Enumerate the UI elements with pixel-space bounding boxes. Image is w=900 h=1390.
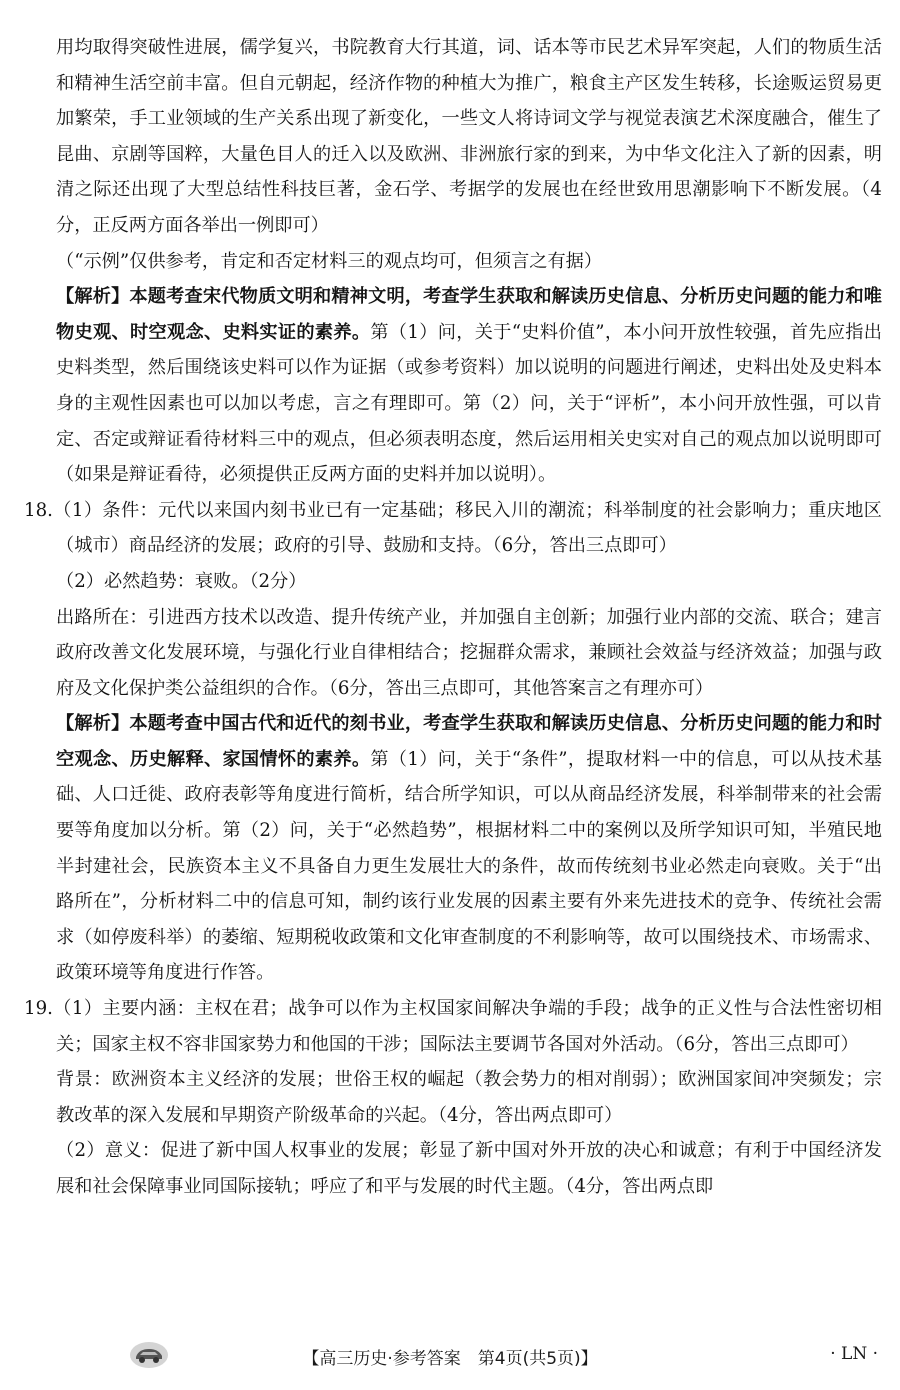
paragraph-text: 第（1）问，关于“史料价值”，本小问开放性较强，首先应指出史料类型，然后围绕该史料可以作为证据（或参考资料）加以说明的问题进行阐述，史料出处及史料本身的主观性因素也可以加以考虑，言之有理即可。第（2）问，关于“评析”，本小问开放性强，可以肯定、否定或辩证看待材料三中的观点，但必须表明态度，然后运用相关史实对自己的观点加以说明即可（如果是辩证看待，必须提供正反两方面的史料并加以说明）。 [56, 321, 882, 486]
paragraph-text: 用均取得突破性进展，儒学复兴，书院教育大行其道，词、话本等市民艺术异军突起，人们的物质生活和精神生活空前丰富。但自元朝起，经济作物的种植大为推广，粮食主产区发生转移，长途贩运贸易更加繁荣，手工业领域的生产关系出现了新变化，一些文人将诗词文学与视觉表演艺术深度融合，催生了昆曲、京剧等国粹，大量色目人的迁入以及欧洲、非洲旅行家的到来，为中华文化注入了新的因素，明清之际还出现了大型总结性科技巨著，金石学、考据学的发展也在经世致用思潮影响下不断发展。（4分，正反两方面各举出一例即可） [56, 37, 882, 236]
paragraph-text: 第（1）问，关于“条件”，提取材料一中的信息，可以从技术基础、人口迁徙、政府表彰等角度进行简析，结合所学知识，可以从商品经济发展，科举制带来的社会需要等角度加以分析。第（2）问，关于“必然趋势”，根据材料二中的案例以及所学知识可知，半殖民地半封建社会，民族资本主义不具备自力更生发展壮大的条件，故而传统刻书业必然走向衰败。关于“出路所在”，分析材料二中的信息可知，制约该行业发展的因素主要有外来先进技术的竞争、传统社会需求（如停废科举）的萎缩、短期税收政策和文化审查制度的不利影响等，故可以围绕技术、市场需求、政策环境等角度进行作答。 [56, 748, 882, 984]
paragraph-q18-part2 [24, 564, 882, 600]
paragraph-example-note [24, 244, 882, 280]
paragraph-q18-analysis [24, 706, 882, 991]
paragraph-text: 背景：欧洲资本主义经济的发展；世俗王权的崛起（教会势力的相对削弱）；欧洲国家间冲突频发；宗教改革的深入发展和早期资产阶级革命的兴起。（4分，答出两点即可） [56, 1069, 882, 1126]
analysis-heading: 【解析】本题考查宋代物质文明和精神文明，考查学生获取和解读历史信息、分析历史问题的能力和唯物史观、时空观念、史料实证的素养。 [56, 286, 882, 343]
paragraph-q18-part1 [24, 493, 882, 564]
paragraph-text: 19.（1）主要内涵：主权在君；战争可以作为主权国家间解决争端的手段；战争的正义性与合法性密切相关；国家主权不容非国家势力和他国的干涉；国际法主要调节各国对外活动。（6分，答出三点即可） [24, 998, 882, 1055]
region-code: · LN · [830, 1344, 878, 1364]
paragraph-q19-part2 [24, 1133, 882, 1204]
paragraph-text: （2）意义：促进了新中国人权事业的发展；彰显了新中国对外开放的决心和诚意；有利于中国经济发展和社会保障事业同国际接轨；呼应了和平与发展的时代主题。（4分，答出两点即 [56, 1140, 882, 1197]
paragraph-text: 18.（1）条件：元代以来国内刻书业已有一定基础；移民入川的潮流；科举制度的社会影响力；重庆地区（城市）商品经济的发展；政府的引导、鼓励和支持。（6分，答出三点即可） [24, 499, 882, 557]
analysis-heading: 【解析】本题考查中国古代和近代的刻书业，考查学生获取和解读历史信息、分析历史问题的能力和时空观念、历史解释、家国情怀的素养。 [56, 713, 882, 770]
page-footer [0, 1340, 900, 1374]
paragraph-q18-way-out [24, 600, 882, 707]
paragraph-q19-background [24, 1062, 882, 1133]
paragraph-q17-continued [24, 30, 882, 244]
paragraph-q17-analysis [24, 279, 882, 493]
paragraph-text: （“示例”仅供参考，肯定和否定材料三的观点均可，但须言之有据） [56, 250, 603, 272]
paragraph-text: （2）必然趋势：衰败。（2分） [56, 570, 307, 592]
answer-content [24, 30, 882, 1205]
page-footer-label: 【高三历史·参考答案 第4页(共5页)】 [302, 1349, 598, 1369]
paragraph-q19-part1 [24, 991, 882, 1062]
paragraph-text: 出路所在：引进西方技术以改造、提升传统产业，并加强自主创新；加强行业内部的交流、联合；建言政府改善文化发展环境，与强化行业自律相结合；挖掘群众需求，兼顾社会效益与经济效益；加强与政府及文化保护类公益组织的合作。（6分，答出三点即可，其他答案言之有理亦可） [56, 606, 882, 699]
